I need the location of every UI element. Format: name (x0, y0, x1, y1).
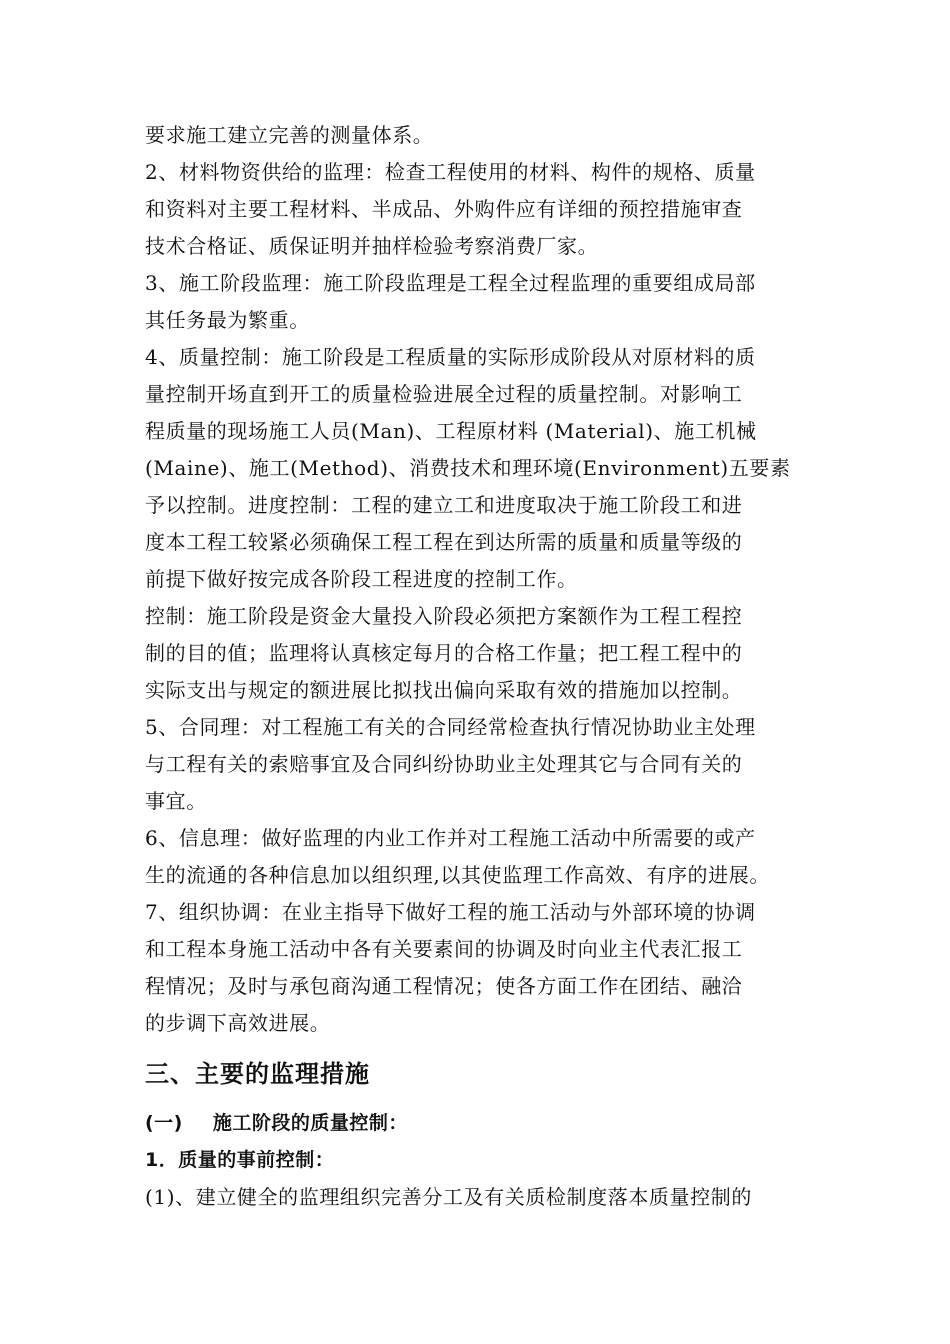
paragraph-line: 度本工程工较紧必须确保工程工程在到达所需的质量和质量等级的 (145, 530, 743, 554)
paragraph-line: 2、材料物资供给的监理：检查工程使用的材料、构件的规格、质量 (145, 160, 756, 184)
subsection-number: (一) (145, 1112, 183, 1134)
paragraph-line: 6、信息理：做好监理的内业工作并对工程施工活动中所需要的或产 (145, 826, 756, 850)
paragraph-line: (1)、建立健全的监理组织完善分工及有关质检制度落本质量控制的 (145, 1185, 752, 1209)
paragraph-line: 实际支出与规定的额进展比拟找出偏向采取有效的措施加以控制。 (145, 678, 743, 702)
paragraph-line: 量控制开场直到开工的质量检验进展全过程的质量控制。对影响工 (145, 382, 743, 406)
paragraph-line: 3、施工阶段监理：施工阶段监理是工程全过程监理的重要组成局部 (145, 271, 756, 295)
section-heading: 三、主要的监理措施 (145, 1060, 370, 1088)
subsection-title: 施工阶段的质量控制： (212, 1112, 408, 1134)
paragraph-line: (Maine)、施工(Method)、消费技术和理环境(Environment)五要素 (145, 456, 791, 480)
paragraph-line: 7、组织协调：在业主指导下做好工程的施工活动与外部环境的协调 (145, 900, 756, 924)
paragraph-line: 技术合格证、质保证明并抽样检验考察消费厂家。 (145, 234, 599, 258)
paragraph-line: 程情况；及时与承包商沟通工程情况；使各方面工作在团结、融洽 (145, 974, 743, 998)
paragraph-line: 的步调下高效进展。 (145, 1011, 331, 1035)
paragraph-line: 事宜。 (145, 789, 207, 813)
paragraph-line: 生的流通的各种信息加以组织理,以其使监理工作高效、有序的进展。 (145, 863, 770, 887)
paragraph-line: 和工程本身施工活动中各有关要素间的协调及时向业主代表汇报工 (145, 937, 743, 961)
paragraph-line: 4、质量控制：施工阶段是工程质量的实际形成阶段从对原材料的质 (145, 345, 756, 369)
paragraph-line: 要求施工建立完善的测量体系。 (145, 123, 434, 147)
paragraph-line: 控制：施工阶段是资金大量投入阶段必须把方案额作为工程工程控 (145, 604, 743, 628)
item-heading: 1．质量的事前控制： (145, 1149, 335, 1171)
paragraph-line: 前提下做好按完成各阶段工程进度的控制工作。 (145, 567, 578, 591)
paragraph-line: 制的目的值；监理将认真核定每月的合格工作量；把工程工程中的 (145, 641, 743, 665)
paragraph-line: 予以控制。进度控制：工程的建立工和进度取决于施工阶段工和进 (145, 493, 743, 517)
paragraph-line: 5、合同理：对工程施工有关的合同经常检查执行情况协助业主处理 (145, 715, 756, 739)
paragraph-line: 与工程有关的索赔事宜及合同纠纷协助业主处理其它与合同有关的 (145, 752, 743, 776)
paragraph-line: 和资料对主要工程材料、半成品、外购件应有详细的预控措施审查 (145, 197, 743, 221)
paragraph-line: 程质量的现场施工人员(Man)、工程原材料 (Material)、施工机械 (145, 419, 757, 443)
paragraph-line: 其任务最为繁重。 (145, 308, 310, 332)
subsection-heading (145, 1111, 408, 1135)
